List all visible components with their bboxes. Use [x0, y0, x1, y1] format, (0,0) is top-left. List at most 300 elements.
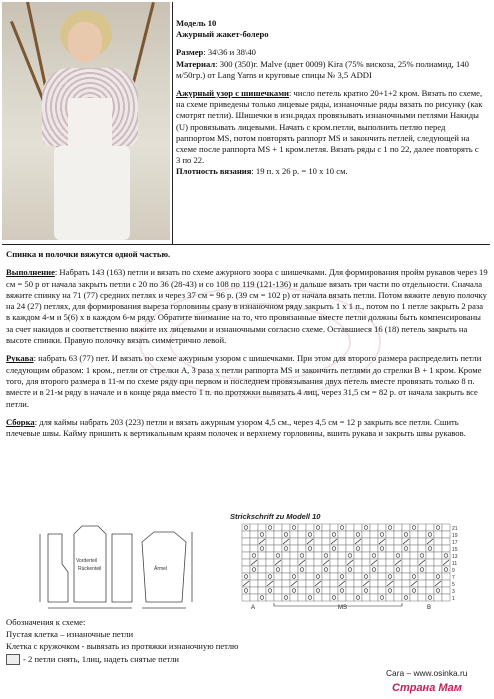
chart-cell: [354, 580, 362, 587]
chart-cell: [362, 545, 370, 552]
chart-cell: [274, 531, 282, 538]
chart-cell: [314, 552, 322, 559]
chart-cell: [418, 524, 426, 531]
chart-cell: [290, 531, 298, 538]
chart-cell: [274, 538, 282, 545]
chart-cell: [314, 559, 322, 566]
chart-cell: [346, 531, 354, 538]
chart-cell: [314, 594, 322, 601]
chart-cell: [346, 580, 354, 587]
chart-cell: [330, 552, 338, 559]
chart-cell: [418, 580, 426, 587]
chart-cell: [330, 580, 338, 587]
chart-cell: [426, 580, 434, 587]
chart-cell: [386, 552, 394, 559]
chart-cell: [370, 566, 378, 573]
schematic-back: [74, 526, 106, 602]
chart-cell: [418, 573, 426, 580]
chart-cell: [442, 552, 450, 559]
sleeve-paragraph: [6, 353, 488, 409]
chart-cell: [250, 545, 258, 552]
chart-cell: [290, 552, 298, 559]
chart-cell: [346, 573, 354, 580]
chart-cell: [378, 580, 386, 587]
chart-cell: [354, 587, 362, 594]
chart-cell: [362, 566, 370, 573]
chart-cell: [362, 594, 370, 601]
chart-cell: [306, 531, 314, 538]
chart-cell: [282, 587, 290, 594]
chart-cell: [266, 552, 274, 559]
schematic-label-front: Vorderteil: [76, 558, 98, 564]
chart-cell: [338, 587, 346, 594]
chart-cell: [258, 594, 266, 601]
chart-cell: [402, 559, 410, 566]
legend-item-circle: [6, 640, 336, 652]
execution-text: : Набрать 143 (163) петли и вязать по схеме ажурного зоора с шишечками. Для формирования пройм рукавов через 19 см = 50 р от начала закрыть петли с 20 по 36 (28-43) и со 108 по 119 (121-136) и дальше вязать три части по отдельности. Сначала вяжите спинку на 71 (77) средних петлях и через 37 см = 96 р. (39 см = 102 р) от начала вязать петли. Потом вяжите левую полочку на 24 (27) петлях, для формирования выреза горловины сразу в изнаночном ряду закрыть 1 х 1 п., потом по 1 петле закрыть 2 раза в каждом 4-м и 5(6) х в каждом 6-м ряду. Обратите внимание на то, что провязанные вместе петли должны быть компенсированы за счет накидов и соответственно вяжите их лицевыми и изнаночными согласно схеме. Оставшиеся 16 (18) петель закрыть на высоте спинки. Правую полочку вязать симметрично левой.: [6, 267, 488, 346]
chart-cell: [306, 580, 314, 587]
chart-cell: [298, 524, 306, 531]
chart-cell: [322, 524, 330, 531]
chart-cell: [242, 566, 250, 573]
chart-cell: [258, 587, 266, 594]
chart-row-number: 5: [452, 582, 455, 588]
chart-cell: [434, 559, 442, 566]
chart-cell: [370, 552, 378, 559]
chart-row-number: 1: [452, 596, 455, 602]
chart-cell: [266, 545, 274, 552]
chart-cell: [346, 552, 354, 559]
chart-cell: [426, 587, 434, 594]
chart-cell: [410, 566, 418, 573]
chart-cell: [402, 587, 410, 594]
chart-cell: [442, 573, 450, 580]
chart-cell: [362, 587, 370, 594]
chart-cell: [386, 594, 394, 601]
chart-cell: [330, 545, 338, 552]
assembly-paragraph: [6, 417, 488, 440]
chart-marker-a: A: [251, 605, 256, 611]
chart-cell: [266, 538, 274, 545]
chart-cell: [386, 573, 394, 580]
chart-cell: [322, 580, 330, 587]
photo-face: [68, 22, 102, 62]
chart-cell: [274, 580, 282, 587]
chart-cell: [306, 559, 314, 566]
chart-cell: [370, 573, 378, 580]
chart-cell: [282, 545, 290, 552]
chart-cell: [314, 587, 322, 594]
chart-cell: [274, 566, 282, 573]
chart-cell: [442, 580, 450, 587]
chart-cell: [434, 538, 442, 545]
schematic-diagram: [34, 512, 194, 612]
chart-cell: [410, 552, 418, 559]
chart-cell: [250, 580, 258, 587]
chart-cell: [314, 524, 322, 531]
chart-cell: [242, 587, 250, 594]
chart-cell: [258, 531, 266, 538]
chart-cell: [250, 524, 258, 531]
chart-cell: [394, 566, 402, 573]
divider-horizontal: [2, 244, 490, 245]
material-value: : 300 (350)г. Malve (цвет 0009) Kira (75% вискоза, 25% полиамид, 140 м/50гр.) от Lang Yarns и круговые спицы № 3,5 ADDI: [176, 58, 469, 80]
chart-cell: [274, 594, 282, 601]
chart-cell: [362, 573, 370, 580]
slip-stitch-icon: [6, 654, 20, 665]
chart-cell: [266, 594, 274, 601]
chart-cell: [290, 545, 298, 552]
photo-top: [68, 98, 112, 148]
chart-cell: [250, 587, 258, 594]
chart-row-number: 15: [452, 547, 458, 553]
chart-cell: [394, 580, 402, 587]
chart-cell: [426, 524, 434, 531]
chart-cell: [434, 524, 442, 531]
photo-pants: [54, 146, 130, 240]
chart-cell: [258, 559, 266, 566]
chart-cell: [410, 538, 418, 545]
chart-cell: [298, 545, 306, 552]
execution-label: Выполнение: [6, 267, 55, 278]
chart-cell: [306, 587, 314, 594]
chart-cell: [442, 594, 450, 601]
chart-cell: [354, 559, 362, 566]
chart-cell: [378, 594, 386, 601]
chart-cell: [370, 538, 378, 545]
chart-cell: [354, 594, 362, 601]
chart-cell: [322, 538, 330, 545]
chart-cell: [354, 566, 362, 573]
chart-cell: [338, 545, 346, 552]
chart-cell: [266, 531, 274, 538]
chart-cell: [314, 566, 322, 573]
chart-row-number: 9: [452, 568, 455, 574]
chart-cell: [298, 552, 306, 559]
chart-cell: [394, 552, 402, 559]
chart-cell: [266, 566, 274, 573]
chart-cell: [322, 552, 330, 559]
chart-cell: [258, 524, 266, 531]
chart-cell: [338, 559, 346, 566]
chart-cell: [410, 594, 418, 601]
chart-cell: [242, 524, 250, 531]
chart-cell: [314, 538, 322, 545]
chart-cell: [370, 531, 378, 538]
chart-cell: [378, 552, 386, 559]
chart-cell: [242, 559, 250, 566]
chart-cell: [346, 594, 354, 601]
chart-cell: [322, 594, 330, 601]
chart-cell: [250, 594, 258, 601]
chart-cell: [346, 587, 354, 594]
legend-item-circle-text: Клетка с кружочком - вывязать из протяжки изнаночную петлю: [6, 641, 239, 652]
chart-cell: [370, 545, 378, 552]
chart-cell: [410, 573, 418, 580]
chart-cell: [258, 566, 266, 573]
chart-cell: [282, 559, 290, 566]
chart-cell: [386, 524, 394, 531]
chart-cell: [338, 524, 346, 531]
chart-cell: [298, 573, 306, 580]
specs-panel: [176, 18, 484, 181]
material-label: Материал: [176, 58, 216, 69]
chart-cell: [370, 580, 378, 587]
assembly-text: : для каймы набрать 203 (223) петли и вязать ажурным узором 4,5 см., через 4,5 см = 12 р закрыть все петли. Сшить плечевые швы. Кайму пришить к вертикальным краям полочек и верхнему горловины, вшить рукава и закрыть швы рукавов.: [6, 416, 466, 439]
chart-cell: [242, 531, 250, 538]
chart-cell: [290, 566, 298, 573]
chart-cell: [402, 531, 410, 538]
chart-rapport-label: MS: [338, 605, 347, 611]
chart-cell: [330, 559, 338, 566]
chart-cell: [322, 587, 330, 594]
chart-cell: [402, 573, 410, 580]
chart-cell: [338, 531, 346, 538]
chart-cell: [250, 573, 258, 580]
chart-cell: [442, 538, 450, 545]
chart-cell: [434, 552, 442, 559]
sleeve-text: : набрать 63 (77) пет. И вязать по схеме ажурным узором с шишечками. При этом для второго размера распределить петли следующим образом: 1 кром., петли от стрелки А, 3 раза х петли раппорта MS и закончить петлями до стрелки В + 1 кром. Кроме того, для второго размера в 11-м по схеме ряду при первом и последнем провязывания двух петель вместе провязать только 8 п. вместе и в 21-м ряду в начале и в конце ряда вместо 1 п. по протяжки вывязать 4 лиц, через 31,5 см = 82 р. от начала закрыть все петли.: [6, 353, 482, 409]
chart-cell: [410, 559, 418, 566]
chart-cell: [354, 573, 362, 580]
chart-cell: [250, 538, 258, 545]
chart-cell: [338, 552, 346, 559]
density-value: : 19 п. х 26 р. = 10 х 10 см.: [251, 166, 348, 177]
chart-cell: [298, 531, 306, 538]
chart-cell: [258, 552, 266, 559]
chart-cell: [362, 538, 370, 545]
chart-cell: [298, 580, 306, 587]
instructions: [6, 249, 488, 446]
chart-cell: [258, 580, 266, 587]
chart-cell: [434, 594, 442, 601]
chart-cell: [386, 566, 394, 573]
chart-cell: [282, 531, 290, 538]
chart-cell: [426, 545, 434, 552]
chart-cell: [282, 594, 290, 601]
chart-cell: [346, 538, 354, 545]
chart-cell: [394, 594, 402, 601]
chart-cell: [442, 545, 450, 552]
schematic-label-sleeve: Ärmel: [154, 566, 168, 572]
chart-title: Strickschrift zu Modell 10: [230, 512, 321, 521]
chart-cell: [362, 559, 370, 566]
chart-cell: [330, 531, 338, 538]
chart-cell: [418, 552, 426, 559]
chart-cell: [290, 559, 298, 566]
chart-cell: [362, 552, 370, 559]
chart-cell: [362, 531, 370, 538]
chart-cell: [418, 538, 426, 545]
chart-cell: [426, 594, 434, 601]
chart-cell: [250, 566, 258, 573]
chart-cell: [394, 538, 402, 545]
knitting-chart: [230, 522, 480, 618]
chart-cell: [338, 573, 346, 580]
density-label: Плотность вязания: [176, 166, 252, 177]
chart-cell: [274, 545, 282, 552]
chart-cell: [386, 587, 394, 594]
chart-cell: [282, 524, 290, 531]
chart-cell: [418, 594, 426, 601]
chart-cell: [298, 594, 306, 601]
chart-cell: [402, 580, 410, 587]
chart-cell: [386, 531, 394, 538]
legend-title: Обозначения к схеме:: [6, 617, 86, 627]
chart-cell: [274, 587, 282, 594]
chart-cell: [402, 566, 410, 573]
chart-cell: [290, 587, 298, 594]
chart-cell: [290, 573, 298, 580]
chart-cell: [442, 524, 450, 531]
chart-cell: [370, 587, 378, 594]
chart-cell: [426, 566, 434, 573]
chart-cell: [314, 545, 322, 552]
chart-cell: [330, 573, 338, 580]
chart-cell: [330, 587, 338, 594]
chart-cell: [442, 566, 450, 573]
chart-row-number: 3: [452, 589, 455, 595]
chart-cell: [306, 594, 314, 601]
chart-cell: [290, 538, 298, 545]
chart-cell: [242, 594, 250, 601]
schematic-label-back: Rückenteil: [78, 566, 102, 572]
chart-cell: [418, 531, 426, 538]
chart-cell: [242, 573, 250, 580]
model-number: Модель 10: [176, 18, 217, 28]
execution-paragraph: [6, 267, 488, 346]
chart-cell: [434, 587, 442, 594]
chart-cell: [306, 552, 314, 559]
chart-cell: [242, 552, 250, 559]
chart-cell: [386, 559, 394, 566]
chart-cell: [306, 524, 314, 531]
chart-cell: [282, 566, 290, 573]
chart-cell: [354, 531, 362, 538]
chart-cell: [442, 587, 450, 594]
chart-cell: [314, 531, 322, 538]
divider-vertical: [172, 2, 173, 244]
chart-cell: [410, 587, 418, 594]
chart-cell: [442, 531, 450, 538]
pattern-value: : число петель кратно 20+1+2 кром. Вязать по схеме, на схеме приведены только лицевые ряды, изнаночные ряды вязать по рисунку (как смотрят петли). Шишечки в изн.рядах провязывать изнаночными петлями Накиды (U) провязывать лицевыми. Начать с кром.петли, выполнить петлю перед раппортом MS, потом повторять раппорт MS и закончить петлей, следующей на схеме после раппорта MS + 1 кром.петля. Вязать ряды с 1 по 22, далее повторять с 3 по 22.: [176, 88, 483, 166]
chart-cell: [298, 566, 306, 573]
chart-cell: [266, 559, 274, 566]
chart-cell: [266, 524, 274, 531]
chart-cell: [410, 545, 418, 552]
pattern-label: Ажурный узор с шишечками: [176, 88, 289, 99]
chart-cell: [378, 531, 386, 538]
chart-cell: [426, 573, 434, 580]
chart-cell: [258, 545, 266, 552]
chart-cell: [418, 566, 426, 573]
chart-cell: [314, 573, 322, 580]
chart-cell: [426, 531, 434, 538]
size-label: Размер: [176, 47, 204, 58]
chart-row-number: 17: [452, 540, 458, 546]
chart-cell: [266, 573, 274, 580]
legend-item-empty: [6, 628, 336, 640]
chart-marker-b: B: [427, 605, 432, 611]
chart-cell: [426, 552, 434, 559]
chart-cell: [402, 545, 410, 552]
chart-cell: [378, 524, 386, 531]
chart-cell: [282, 573, 290, 580]
chart-cell: [362, 524, 370, 531]
chart-cell: [346, 524, 354, 531]
intro-text: Спинка и полочки вяжутся одной частью.: [6, 249, 171, 259]
chart-cell: [242, 545, 250, 552]
chart-cell: [322, 545, 330, 552]
chart-row-number: 11: [452, 561, 458, 567]
chart-cell: [242, 538, 250, 545]
chart-cell: [338, 538, 346, 545]
chart-cell: [330, 594, 338, 601]
model-subtitle: Ажурный жакет-болеро: [176, 29, 269, 40]
chart-cell: [298, 538, 306, 545]
chart-cell: [378, 573, 386, 580]
chart-cell: [394, 587, 402, 594]
chart-cell: [402, 552, 410, 559]
chart-cell: [274, 524, 282, 531]
chart-row-number: 13: [452, 554, 458, 560]
chart-cell: [306, 573, 314, 580]
chart-cell: [330, 566, 338, 573]
chart-cell: [354, 552, 362, 559]
legend-item-slip-text: - 2 петли снять, 1лиц, надеть снятые петли: [23, 653, 179, 664]
legend-item-slip: [6, 653, 336, 666]
schematic-front-right: [112, 534, 132, 602]
chart-cell: [410, 524, 418, 531]
chart-cell: [282, 552, 290, 559]
chart-cell: [330, 524, 338, 531]
chart-cell: [370, 524, 378, 531]
chart-cell: [370, 594, 378, 601]
chart-cell: [354, 524, 362, 531]
legend: [6, 616, 336, 665]
chart-cell: [354, 545, 362, 552]
chart-cell: [346, 545, 354, 552]
model-photo: [2, 2, 170, 240]
chart-cell: [322, 531, 330, 538]
chart-row-number: 19: [452, 533, 458, 539]
chart-cell: [386, 538, 394, 545]
chart-cell: [290, 524, 298, 531]
chart-row-number: 21: [452, 526, 458, 532]
charts-area: [34, 512, 486, 620]
chart-cell: [274, 573, 282, 580]
chart-cell: [434, 545, 442, 552]
chart-cell: [418, 587, 426, 594]
chart-cell: [394, 545, 402, 552]
chart-cell: [298, 587, 306, 594]
chart-cell: [402, 594, 410, 601]
chart-cell: [250, 531, 258, 538]
legend-item-empty-text: Пустая клетка – изнаночные петли: [6, 629, 134, 640]
chart-cell: [378, 566, 386, 573]
chart-cell: [282, 580, 290, 587]
chart-cell: [434, 566, 442, 573]
chart-cell: [274, 552, 282, 559]
chart-cell: [378, 545, 386, 552]
site-credit: Cara – www.osinka.ru: [386, 668, 468, 678]
chart-cell: [418, 545, 426, 552]
chart-cell: [306, 566, 314, 573]
chart-cell: [250, 552, 258, 559]
chart-cell: [378, 559, 386, 566]
chart-cell: [258, 573, 266, 580]
chart-cell: [434, 531, 442, 538]
